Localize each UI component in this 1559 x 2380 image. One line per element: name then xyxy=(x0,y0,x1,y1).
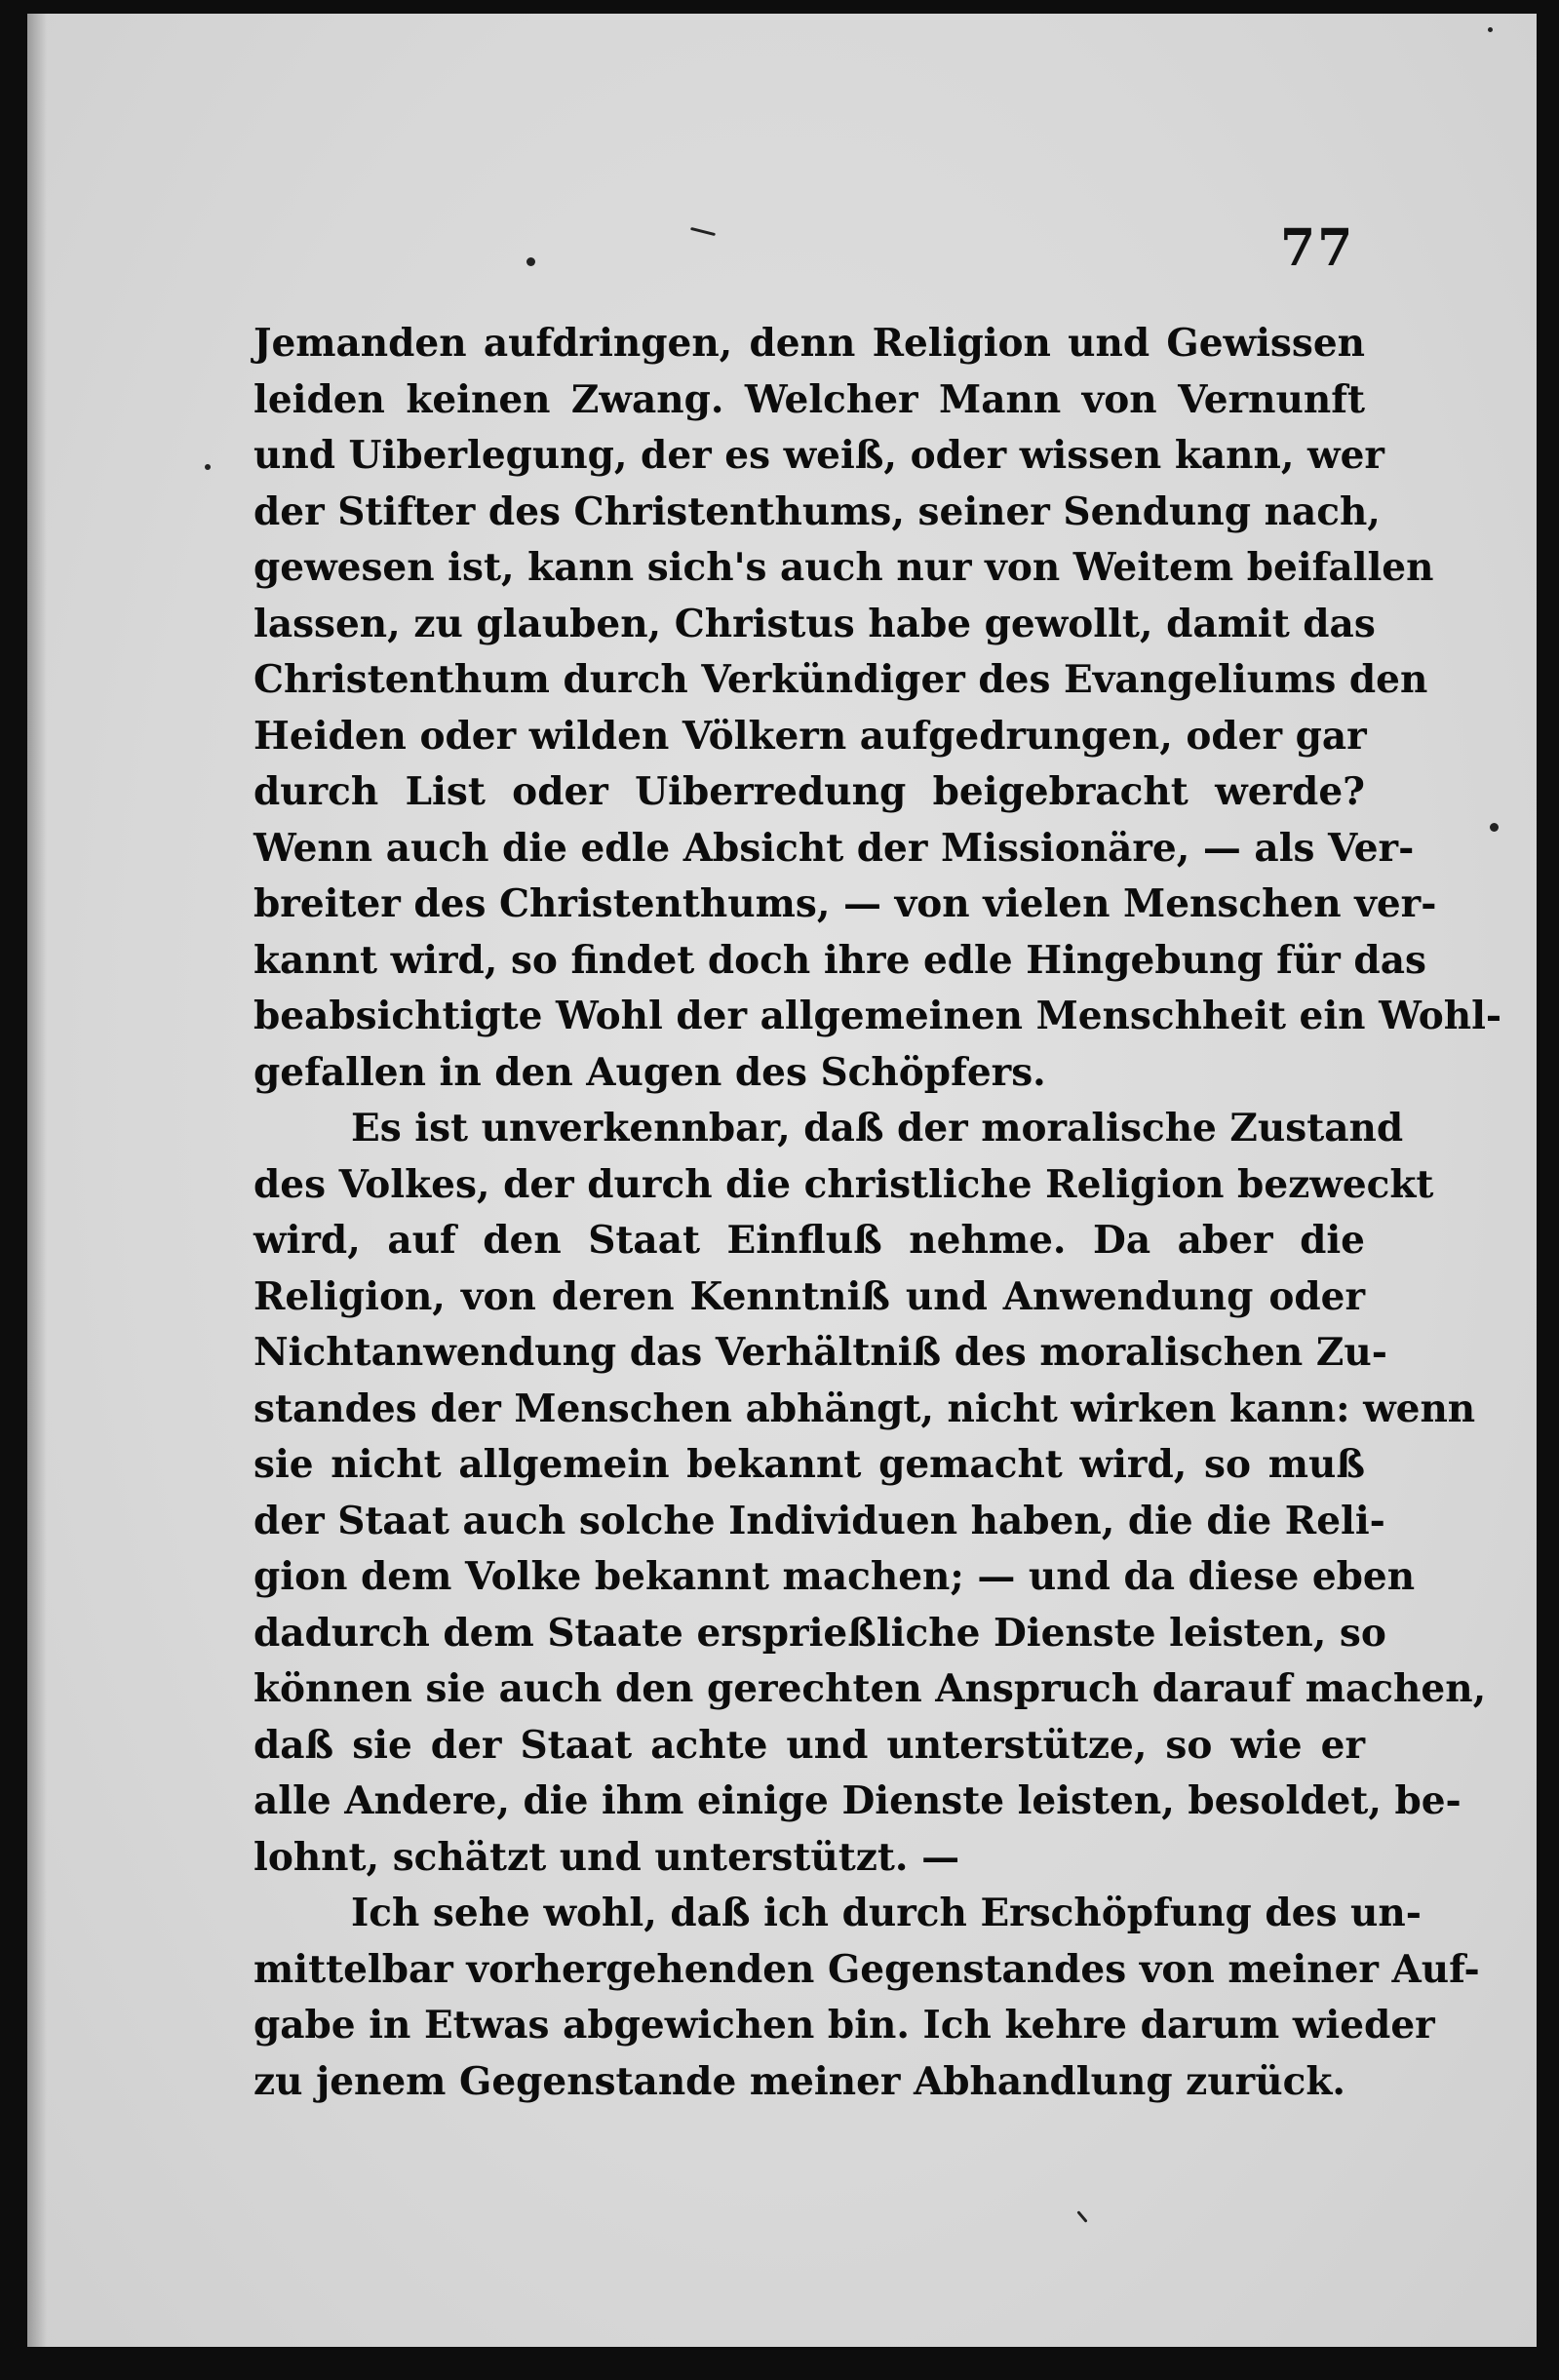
text-line: Es ist unverkennbar, daß der moralische Zustand xyxy=(351,1106,1404,1151)
text-line: dadurch dem Staate ersprießliche Dienste leisten, so xyxy=(253,1610,1386,1656)
text-line: beabsichtigte Wohl der allgemeinen Menschheit ein Wohl- xyxy=(253,994,1502,1038)
text-line: standes der Menschen abhängt, nicht wirken kann: wenn xyxy=(253,1385,1476,1431)
text-line: der Stifter des Christenthums, seiner Sendung nach, xyxy=(253,488,1381,534)
ink-speck xyxy=(1488,27,1493,32)
text-line: des Volkes, der durch die christliche Religion bezweckt xyxy=(253,1161,1434,1207)
text-line: Wenn auch die edle Absicht der Missionäre, — als Ver- xyxy=(253,825,1415,871)
text-line: alle Andere, die ihm einige Dienste leisten, besoldet, be- xyxy=(253,1778,1462,1823)
ink-speck xyxy=(526,257,535,266)
text-line: Religion, von deren Kenntniß und Anwendung oder xyxy=(253,1273,1365,1319)
text-line: Christenthum durch Verkündiger des Evangeliums den xyxy=(253,657,1428,702)
text-line: leiden keinen Zwang. Welcher Mann von Vernunft xyxy=(253,376,1365,422)
text-line: gefallen in den Augen des Schöpfers. xyxy=(253,1049,1046,1095)
ink-speck xyxy=(1076,2210,1087,2223)
text-line: lohnt, schätzt und unterstützt. — xyxy=(253,1834,960,1880)
text-line: Nichtanwendung das Verhältniß des moralischen Zu- xyxy=(253,1330,1387,1375)
text-line: lassen, zu glauben, Christus habe gewollt, damit das xyxy=(253,601,1376,646)
text-line: daß sie der Staat achte und unterstütze, so wie er xyxy=(253,1722,1365,1768)
text-line: kannt wird, so findet doch ihre edle Hingebung für das xyxy=(253,937,1426,983)
text-line: gabe in Etwas abgewichen bin. Ich kehre darum wieder xyxy=(253,2003,1435,2048)
text-line: mittelbar vorhergehenden Gegenstandes von meiner Auf- xyxy=(253,1946,1480,1992)
ink-speck xyxy=(205,464,211,470)
page-number: 77 xyxy=(1280,218,1355,278)
text-line: und Uiberlegung, der es weiß, oder wissen kann, wer xyxy=(253,433,1384,478)
text-line: durch List oder Uiberredung beigebracht werde? xyxy=(253,769,1365,814)
body-text xyxy=(253,316,1502,2110)
ink-speck xyxy=(690,227,716,236)
text-line: gewesen ist, kann sich's auch nur von Weitem beifallen xyxy=(253,545,1434,590)
ink-speck xyxy=(1490,823,1499,832)
text-line: Ich sehe wohl, daß ich durch Erschöpfung des un- xyxy=(351,1891,1422,1935)
text-line: wird, auf den Staat Einfluß nehme. Da aber die xyxy=(253,1218,1365,1263)
text-line: zu jenem Gegenstande meiner Abhandlung zurück. xyxy=(253,2058,1345,2104)
text-line: der Staat auch solche Individuen haben, die die Reli- xyxy=(253,1498,1385,1543)
text-line: können sie auch den gerechten Anspruch darauf machen, xyxy=(253,1666,1487,1711)
gutter-shadow xyxy=(27,14,47,2347)
text-line: breiter des Christenthums, — von vielen Menschen ver- xyxy=(253,881,1437,926)
text-line: Jemanden aufdringen, denn Religion und Gewissen xyxy=(253,321,1365,366)
text-line: sie nicht allgemein bekannt gemacht wird, so muß xyxy=(253,1442,1365,1487)
text-line: gion dem Volke bekannt machen; — und da diese eben xyxy=(253,1554,1416,1599)
text-line: Heiden oder wilden Völkern aufgedrungen, oder gar xyxy=(253,713,1367,759)
book-page xyxy=(27,14,1537,2347)
